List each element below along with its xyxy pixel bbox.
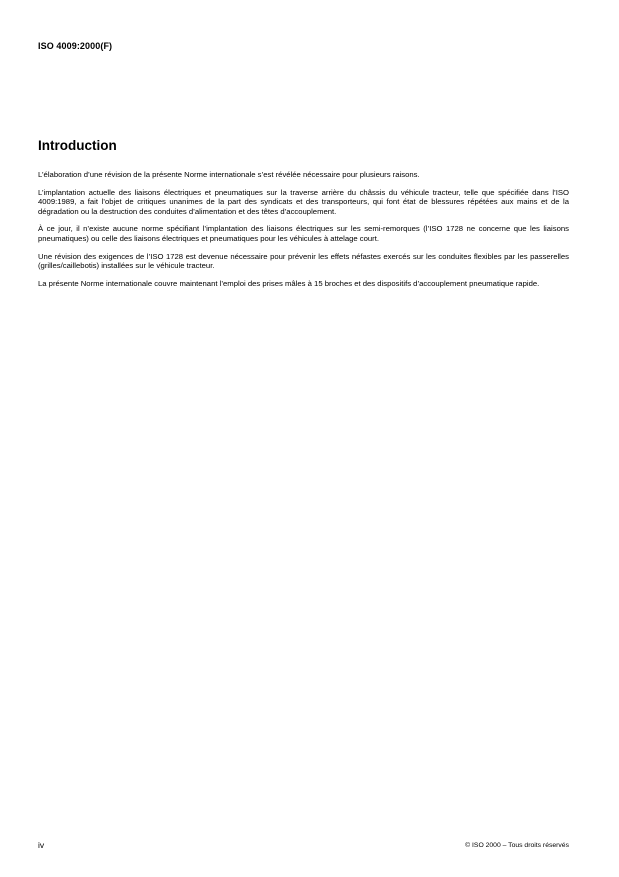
paragraph: L’implantation actuelle des liaisons électriques et pneumatiques sur la traverse arrière du châssis du véhicule tracteur, telle que spécifiée dans l’ISO 4009:1989, a fait l’objet de critiques unanimes de la part des syndicats et des transporteurs, qui font état de blessures répétées aux mains et de la dégradation ou la destruction des conduites d’alimentation et des têtes d’accouplement. xyxy=(38,187,569,216)
paragraph: L’élaboration d’une révision de la présente Norme internationale s’est révélée nécessaire pour plusieurs raisons. xyxy=(38,170,420,179)
introduction-body xyxy=(38,170,569,296)
page-number: iv xyxy=(38,840,45,850)
document-id: ISO 4009:2000(F) xyxy=(38,41,113,51)
copyright-notice: © ISO 2000 – Tous droits réservés xyxy=(465,842,569,849)
paragraph: Une révision des exigences de l’ISO 1728 est devenue nécessaire pour prévenir les effets néfastes exercés sur les conduites flexibles par les passerelles (grilles/caillebotis) installées sur le véhicule tracteur. xyxy=(38,251,569,271)
paragraph: À ce jour, il n’existe aucune norme spécifiant l’implantation des liaisons électriques sur les semi-remorques (l’ISO 1728 ne concerne que les liaisons pneumatiques) ou celle des liaisons électriques et pneumatiques pour les véhicules à attelage court. xyxy=(38,224,569,243)
paragraph: La présente Norme internationale couvre maintenant l’emploi des prises mâles à 15 broches et des dispositifs d’accouplement pneumatique rapide. xyxy=(38,278,540,288)
section-title: Introduction xyxy=(38,138,117,153)
